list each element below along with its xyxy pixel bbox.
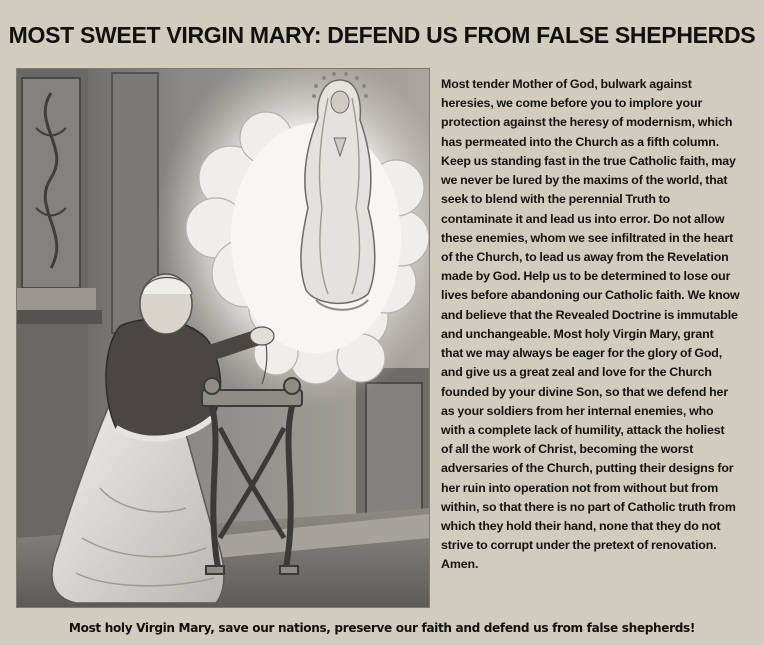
prayer-line: which they hold their hand, none that they do not	[441, 519, 721, 534]
prayer-line: Most tender Mother of God, bulwark against	[441, 77, 692, 91]
prayer-line: of the Church, to lead us away from the Revelation	[441, 249, 729, 264]
prayer-line: as your soldiers from her internal enemies, who	[441, 403, 714, 418]
prayer-line: Keep us standing fast in the true Catholic faith, may	[441, 153, 736, 168]
prayer-line: these enemies, whom we see infiltrated in the heart	[441, 230, 734, 245]
prayer-line: of all the work of Christ, becoming the worst	[441, 442, 694, 457]
prayer-line: Amen.	[441, 557, 479, 572]
prayer-line: and believe that the Revealed Doctrine is immutable	[441, 307, 738, 322]
prayer-line: has permeated into the Church as a fifth column.	[441, 134, 720, 149]
prayer-line: strive to corrupt under the pretext of renovation.	[441, 538, 717, 553]
prayer-line: and unchangeable. Most holy Virgin Mary, grant	[441, 326, 714, 341]
page-title: MOST SWEET VIRGIN MARY: DEFEND US FROM FALSE SHEPHERDS	[8, 22, 756, 48]
prayer-line: and give us a great zeal and love for the Church	[441, 365, 712, 380]
footer-invocation: Most holy Virgin Mary, save our nations, preserve our faith and defend us from false shepherds!	[68, 621, 696, 635]
prayer-line: adversaries of the Church, putting their designs for	[441, 461, 734, 476]
prayer-line: contaminate it and lead us into error. Do not allow	[441, 211, 725, 226]
prayer-line: within, so that there is no part of Catholic truth from	[441, 499, 736, 514]
prayer-line: her ruin into operation not from without but from	[441, 480, 719, 495]
prayer-line: founded by your divine Son, so that we defend her	[441, 384, 729, 399]
prayer-line: lives before abandoning our Catholic faith. We know	[441, 288, 740, 303]
prayer-line: seek to blend with the perennial Truth to	[441, 192, 671, 207]
prayer-line: protection against the heresy of modernism, which	[441, 115, 733, 130]
prayer-line: heresies, we come before you to implore your	[441, 96, 703, 111]
prayer-line: made by God. Help us to be determined to lose our	[441, 269, 731, 284]
prayer-line: that we may always be eager for the glory of God,	[441, 346, 723, 361]
prayer-line: we never be lured by the maxims of the world, that	[441, 173, 728, 188]
prayer-text	[441, 75, 764, 575]
illustration-pope-praying-to-virgin-mary	[16, 68, 430, 608]
prayer-line: with a complete lack of humility, attack the holiest	[441, 422, 725, 437]
